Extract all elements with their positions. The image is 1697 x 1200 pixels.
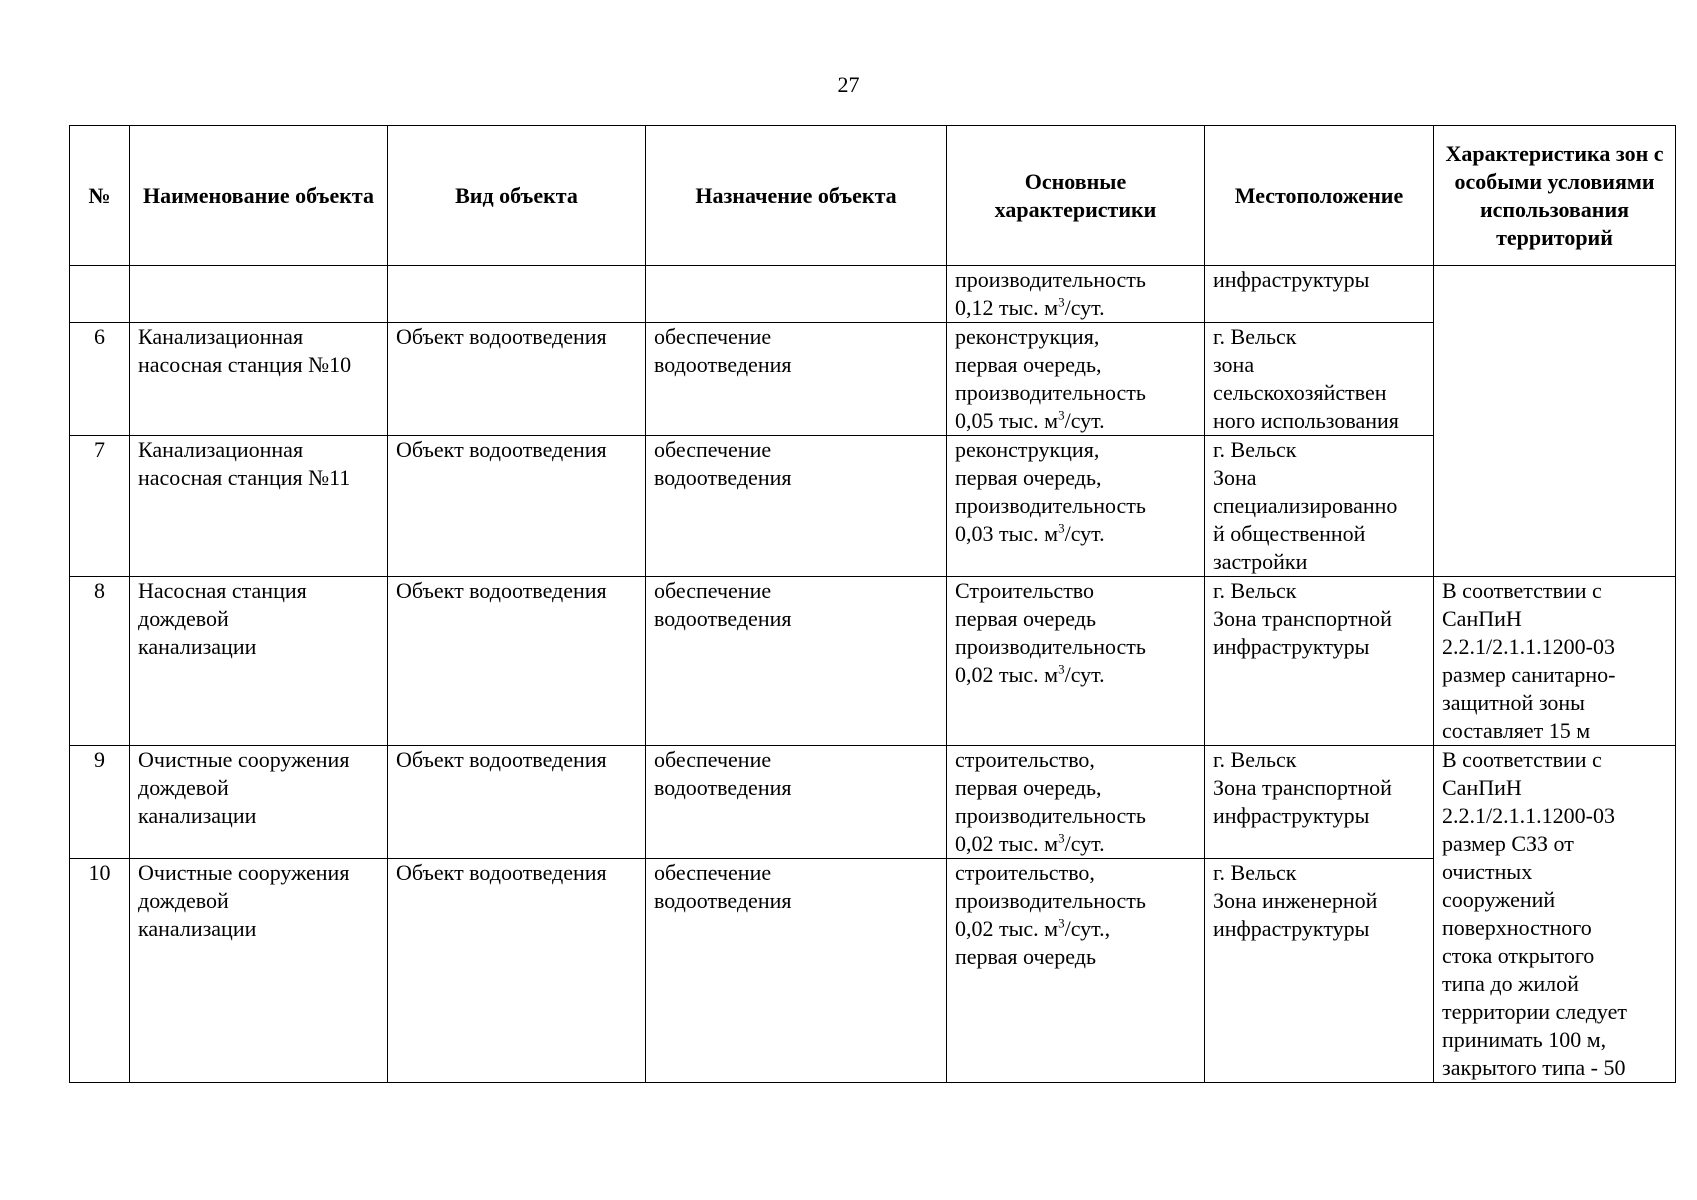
cell-name: Очистные сооружения дождевой канализации	[130, 746, 388, 859]
cell-characteristics	[947, 266, 1205, 323]
characteristics-text: 0,12 тыс. м	[955, 295, 1059, 320]
cell-location: г. Вельск Зона транспортной инфраструктуры	[1205, 746, 1434, 859]
cell-location: г. Вельск зона сельскохозяйствен ного использования	[1205, 323, 1434, 436]
cell-num: 6	[70, 323, 130, 436]
cell-characteristics	[947, 436, 1205, 577]
characteristics-text: /сут.	[1064, 408, 1105, 433]
cell-location: г. Вельск Зона инженерной инфраструктуры	[1205, 859, 1434, 1083]
header-zones: Характеристика зон с особыми условиями использования территорий	[1434, 126, 1676, 266]
table-row	[70, 746, 1676, 859]
header-num: №	[70, 126, 130, 266]
cell-type: Объект водоотведения	[388, 436, 646, 577]
header-location: Местоположение	[1205, 126, 1434, 266]
header-name: Наименование объекта	[130, 126, 388, 266]
cell-zones-empty	[1434, 266, 1676, 577]
cell-num: 8	[70, 577, 130, 746]
cell-name: Насосная станция дождевой канализации	[130, 577, 388, 746]
cell-type	[388, 266, 646, 323]
characteristics-text: строительство, первая очередь, производительность 0,02 тыс. м	[955, 747, 1146, 856]
superscript: 3	[1058, 407, 1065, 423]
cell-zones: В соответствии с СанПиН 2.2.1/2.1.1.1200-03 размер СЗЗ от очистных сооружений поверхностного стока открытого типа до жилой территории следует принимать 100 м, закрытого типа - 50	[1434, 746, 1676, 1083]
cell-characteristics	[947, 746, 1205, 859]
superscript: 3	[1058, 661, 1065, 677]
cell-purpose: обеспечение водоотведения	[646, 323, 947, 436]
superscript: 3	[1058, 915, 1065, 931]
cell-characteristics	[947, 577, 1205, 746]
cell-purpose: обеспечение водоотведения	[646, 577, 947, 746]
characteristics-text: Строительство первая очередь производительность 0,02 тыс. м	[955, 578, 1146, 687]
cell-num: 10	[70, 859, 130, 1083]
cell-num: 7	[70, 436, 130, 577]
cell-type: Объект водоотведения	[388, 323, 646, 436]
header-characteristics: Основные характеристики	[947, 126, 1205, 266]
characteristics-text: реконструкция, первая очередь, производительность 0,05 тыс. м	[955, 324, 1146, 433]
characteristics-text: производительность	[955, 267, 1146, 292]
page-number: 27	[837, 72, 860, 97]
cell-type: Объект водоотведения	[388, 577, 646, 746]
table-header-row	[70, 126, 1676, 266]
characteristics-text: /сут.	[1064, 521, 1105, 546]
cell-location: инфраструктуры	[1205, 266, 1434, 323]
cell-purpose	[646, 266, 947, 323]
cell-num	[70, 266, 130, 323]
superscript: 3	[1058, 520, 1065, 536]
cell-type: Объект водоотведения	[388, 746, 646, 859]
characteristics-text: /сут.	[1064, 295, 1105, 320]
objects-table	[69, 125, 1676, 1083]
header-purpose: Назначение объекта	[646, 126, 947, 266]
cell-purpose: обеспечение водоотведения	[646, 746, 947, 859]
table-row	[70, 577, 1676, 746]
characteristics-text: строительство, производительность 0,02 тыс. м	[955, 860, 1146, 941]
cell-type: Объект водоотведения	[388, 859, 646, 1083]
cell-name: Очистные сооружения дождевой канализации	[130, 859, 388, 1083]
cell-name: Канализационная насосная станция №10	[130, 323, 388, 436]
cell-purpose: обеспечение водоотведения	[646, 436, 947, 577]
table-row-continuation	[70, 266, 1676, 323]
cell-name: Канализационная насосная станция №11	[130, 436, 388, 577]
cell-location: г. Вельск Зона транспортной инфраструктуры	[1205, 577, 1434, 746]
characteristics-text: реконструкция, первая очередь, производительность 0,03 тыс. м	[955, 437, 1146, 546]
cell-purpose: обеспечение водоотведения	[646, 859, 947, 1083]
superscript: 3	[1058, 830, 1065, 846]
characteristics-text: /сут.	[1064, 662, 1105, 687]
cell-characteristics	[947, 859, 1205, 1083]
cell-name	[130, 266, 388, 323]
characteristics-text: /сут.	[1064, 831, 1105, 856]
superscript: 3	[1058, 294, 1065, 310]
cell-zones: В соответствии с СанПиН 2.2.1/2.1.1.1200-03 размер санитарно- защитной зоны составляет 15 м	[1434, 577, 1676, 746]
cell-num: 9	[70, 746, 130, 859]
header-type: Вид объекта	[388, 126, 646, 266]
cell-location: г. Вельск Зона специализированно й общественной застройки	[1205, 436, 1434, 577]
characteristics-text: /сут., первая очередь	[955, 916, 1111, 969]
cell-characteristics	[947, 323, 1205, 436]
